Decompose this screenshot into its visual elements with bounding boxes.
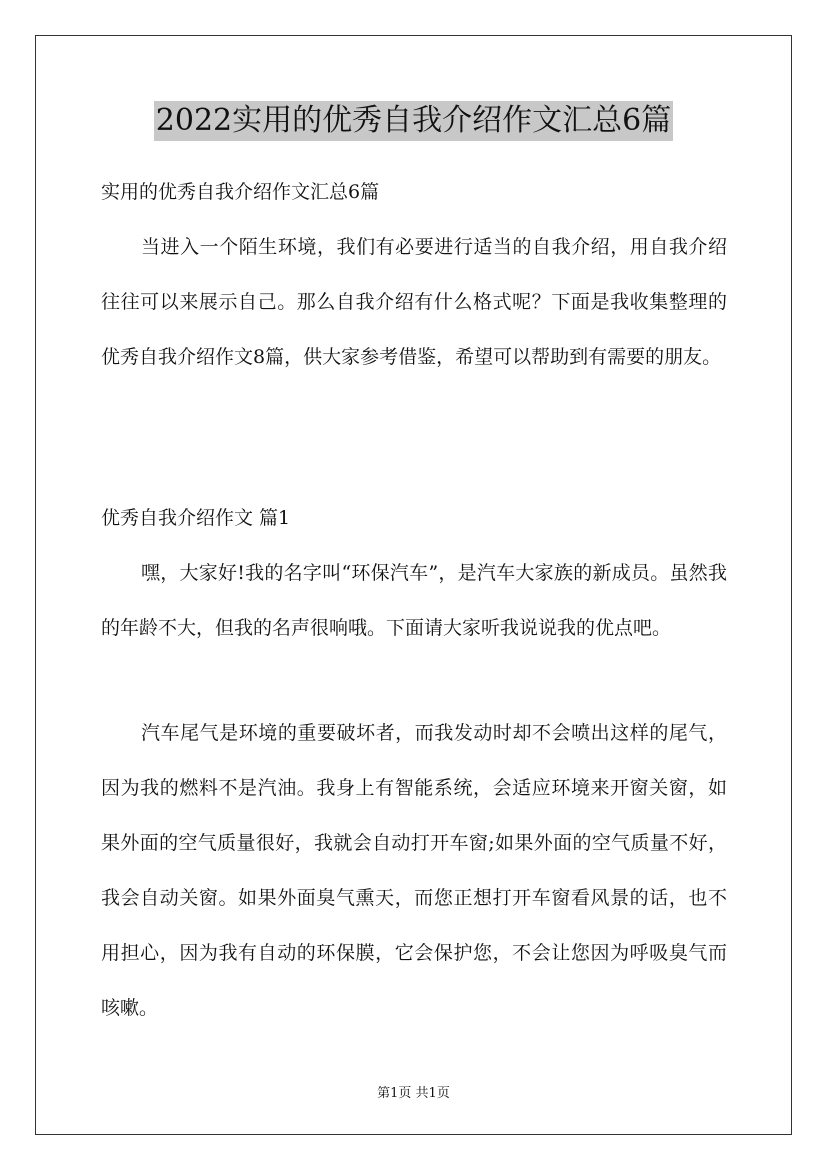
intro-paragraph: 当进入一个陌生环境，我们有必要进行适当的自我介绍，用自我介绍往往可以来展示自己。那么自我介绍有什么格式呢？下面是我收集整理的优秀自我介绍作文8篇，供大家参考借鉴，希望可以帮助到有需要的朋友。 xyxy=(101,236,727,368)
body-paragraph-1: 嘿，大家好!我的名字叫“环保汽车”，是汽车大家族的新成员。虽然我的年龄不大，但我的名声很响哦。下面请大家听我说说我的优点吧。 xyxy=(101,562,727,639)
document-subtitle: 实用的优秀自我介绍作文汇总6篇 xyxy=(101,181,380,203)
title-container xyxy=(0,101,827,141)
section-heading: 优秀自我介绍作文 篇1 xyxy=(101,507,291,529)
page-footer: 第1页 共1页 xyxy=(377,1086,450,1101)
body-paragraph-2: 汽车尾气是环境的重要破坏者，而我发动时却不会喷出这样的尾气，因为我的燃料不是汽油。我身上有智能系统，会适应环境来开窗关窗，如果外面的空气质量很好，我就会自动打开车窗;如果外面的空气质量不好，我会自动关窗。如果外面臭气熏天，而您正想打开车窗看风景的话，也不用担心，因为我有自动的环保膜，它会保护您，不会让您因为呼吸臭气而咳嗽。 xyxy=(101,722,727,1019)
document-title: 2022实用的优秀自我介绍作文汇总6篇 xyxy=(154,101,673,141)
